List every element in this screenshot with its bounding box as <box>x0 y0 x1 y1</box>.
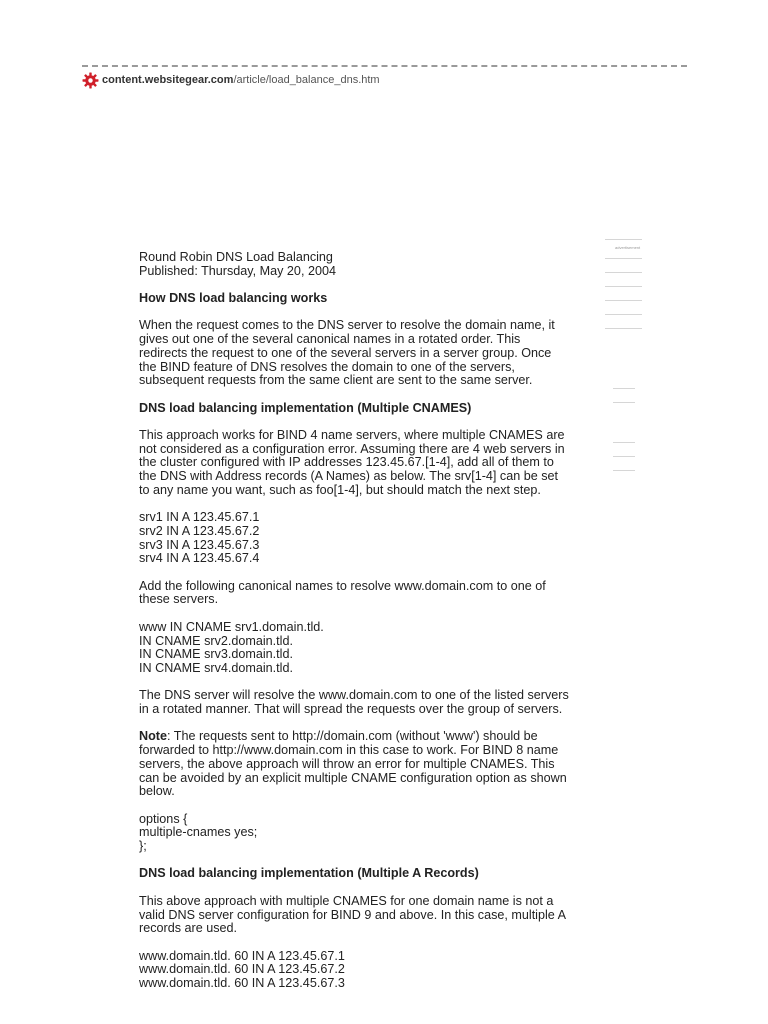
ad-label: advertisement <box>615 245 641 250</box>
sidebar-placeholder-line <box>613 456 635 457</box>
gear-icon <box>82 72 99 89</box>
code-line: www.domain.tld. 60 IN A 123.45.67.2 <box>139 962 345 977</box>
source-domain[interactable]: content.websitegear.com <box>102 74 234 86</box>
sidebar-placeholder-line <box>605 258 642 259</box>
code-line: www IN CNAME srv1.domain.tld. <box>139 619 324 634</box>
section-heading-how: How DNS load balancing works <box>139 291 328 306</box>
cname-records-block <box>139 621 569 676</box>
code-line: www.domain.tld. 60 IN A 123.45.67.1 <box>139 948 345 963</box>
sidebar-placeholder-line <box>605 328 642 329</box>
code-line: multiple-cnames yes; <box>139 825 258 840</box>
sidebar-placeholder-line <box>613 402 635 403</box>
code-line: srv3 IN A 123.45.67.3 <box>139 537 260 552</box>
paragraph-cnames: This approach works for BIND 4 name servers, where multiple CNAMES are not considered as a configuration error. Assuming there are 4 web servers in the cluster configured with IP addresses 123.45.67.[1-4], add all of them to the DNS with Address records (A Names) as below. The srv[1-4] can be set to any name you want, such as foo[1-4], but should match the next step. <box>139 428 565 497</box>
code-line: www.domain.tld. 60 IN A 123.45.67.3 <box>139 976 345 991</box>
note-label: Note <box>139 729 167 744</box>
header-dashed-divider <box>82 65 687 67</box>
sidebar-placeholder-line <box>613 388 635 389</box>
code-line: srv1 IN A 123.45.67.1 <box>139 510 260 525</box>
www-records-block <box>139 950 569 991</box>
sidebar-placeholder-line <box>605 314 642 315</box>
article-title: Round Robin DNS Load Balancing <box>139 250 333 264</box>
article-header <box>139 251 569 278</box>
code-line: IN CNAME srv3.domain.tld. <box>139 647 293 662</box>
note-text: : The requests sent to http://domain.com (without 'www') should be forwarded to http://www.domain.com in this case to work. For BIND 8 name servers, the above approach will throw an error for multiple CNAMES. This can be avoided by an explicit multiple CNAME configuration option as shown below. <box>139 729 567 799</box>
sidebar-placeholder-line <box>605 300 642 301</box>
paragraph-arecords: This above approach with multiple CNAMES for one domain name is not a valid DNS server configuration for BIND 9 and above. In this case, multiple A records are used. <box>139 893 566 936</box>
code-line: srv2 IN A 123.45.67.2 <box>139 523 260 538</box>
code-line: }; <box>139 839 147 854</box>
a-records-block <box>139 511 569 566</box>
code-line: options { <box>139 811 188 826</box>
sidebar-placeholder-line <box>605 272 642 273</box>
section-heading-arecords: DNS load balancing implementation (Multiple A Records) <box>139 866 479 881</box>
code-line: IN CNAME srv4.domain.tld. <box>139 660 293 675</box>
source-path[interactable]: /article/load_balance_dns.htm <box>233 74 380 86</box>
sidebar-placeholder-line <box>613 470 635 471</box>
article-body <box>139 251 569 1004</box>
published-date: Published: Thursday, May 20, 2004 <box>139 263 336 278</box>
paragraph-intro: When the request comes to the DNS server to resolve the domain name, it gives out one of the several canonical names in a rotated order. This redirects the request to one of the several servers in a server group. Once the BIND feature of DNS resolves the domain to one of the servers, subsequent requests from the same client are sent to the same server. <box>139 318 555 388</box>
sidebar-placeholder-line <box>605 239 642 240</box>
note-paragraph <box>139 730 569 799</box>
paragraph-rotate: The DNS server will resolve the www.domain.com to one of the listed servers in a rotated manner. That will spread the requests over the group of servers. <box>139 688 569 717</box>
paragraph-add-canonical: Add the following canonical names to resolve www.domain.com to one of these servers. <box>139 578 546 607</box>
options-block <box>139 813 569 854</box>
code-line: srv4 IN A 123.45.67.4 <box>139 551 260 566</box>
code-line: IN CNAME srv2.domain.tld. <box>139 633 293 648</box>
sidebar-placeholder-line <box>605 286 642 287</box>
section-heading-cnames: DNS load balancing implementation (Multiple CNAMES) <box>139 400 472 415</box>
sidebar-placeholder-line <box>613 442 635 443</box>
source-url-line[interactable] <box>82 72 380 88</box>
